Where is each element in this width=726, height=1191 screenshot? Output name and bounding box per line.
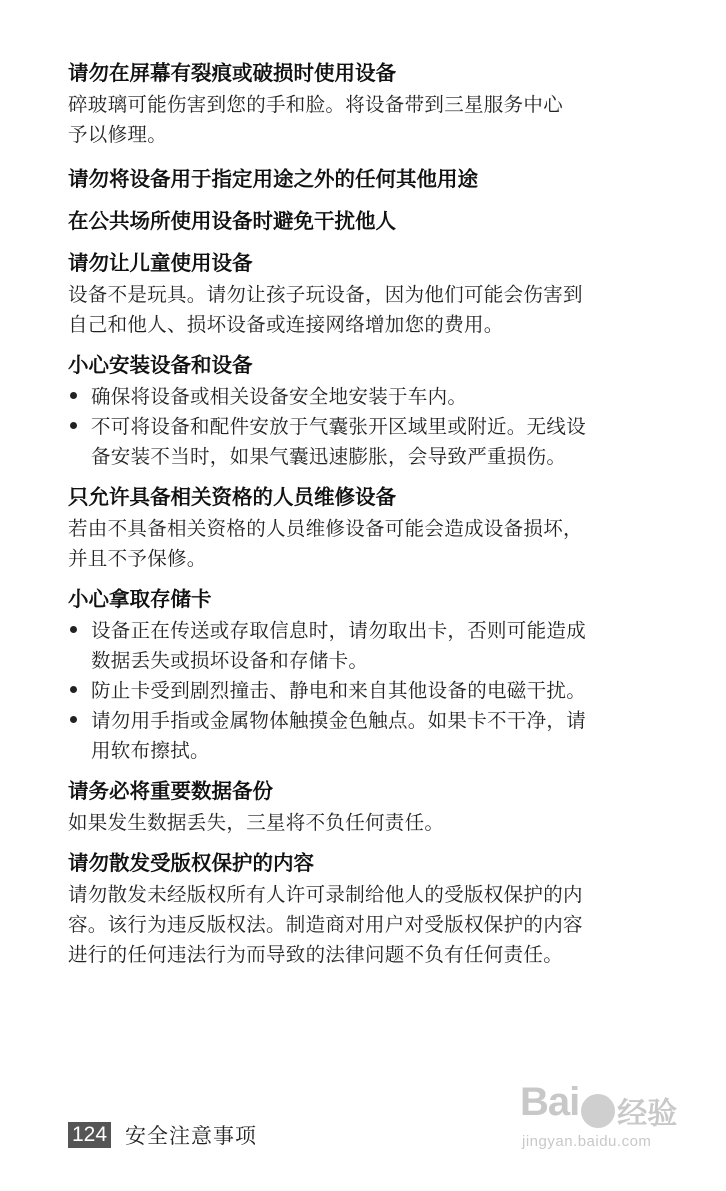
watermark-logo-text: Bai	[520, 1080, 580, 1124]
body-line: 请勿散发未经版权所有人许可录制给他人的受版权保护的内	[68, 883, 583, 906]
watermark-url: jingyan.baidu.com	[522, 1132, 652, 1150]
section-backup	[68, 778, 648, 838]
list-item	[68, 676, 648, 706]
bullet-line: 数据丢失或损坏设备和存储卡。	[91, 649, 369, 672]
section-heading: 在公共场所使用设备时避免干扰他人	[68, 209, 396, 233]
manual-page-content	[68, 60, 648, 982]
bullet-dot-icon	[70, 716, 77, 723]
bullet-line: 备安装不当时，如果气囊迅速膨胀，会导致严重损伤。	[91, 445, 567, 468]
bullet-list	[68, 382, 648, 472]
bullet-dot-icon	[70, 392, 77, 399]
section-children	[68, 250, 648, 340]
section-heading: 请务必将重要数据备份	[68, 779, 273, 803]
bullet-line: 防止卡受到剧烈撞击、静电和来自其他设备的电磁干扰。	[91, 679, 587, 702]
section-qualified-repair	[68, 484, 648, 574]
page-number: 124	[68, 1122, 111, 1148]
footer-section-title: 安全注意事项	[125, 1124, 258, 1148]
list-item	[68, 706, 648, 766]
body-line: 设备不是玩具。请勿让孩子玩设备，因为他们可能会伤害到	[68, 283, 583, 306]
body-line: 自己和他人、损坏设备或连接网络增加您的费用。	[68, 313, 504, 336]
bullet-dot-icon	[70, 422, 77, 429]
body-line: 予以修理。	[68, 123, 168, 146]
section-install	[68, 352, 648, 472]
section-heading: 小心拿取存储卡	[68, 587, 212, 611]
body-line: 并且不予保修。	[68, 547, 207, 570]
section-intended-use	[68, 166, 648, 192]
baidu-jingyan-watermark	[520, 1080, 710, 1160]
page-footer	[68, 1120, 257, 1150]
list-item	[68, 616, 648, 676]
section-public-places	[68, 208, 648, 234]
bullet-dot-icon	[70, 686, 77, 693]
body-line: 进行的任何违法行为而导致的法律问题不负有任何责任。	[68, 943, 564, 966]
section-heading: 请勿在屏幕有裂痕或破损时使用设备	[68, 61, 396, 85]
bullet-list	[68, 616, 648, 766]
paw-icon	[581, 1094, 615, 1128]
section-copyright	[68, 850, 648, 970]
bullet-line: 不可将设备和配件安放于气囊张开区域里或附近。无线设	[91, 415, 587, 438]
section-heading: 只允许具备相关资格的人员维修设备	[68, 485, 396, 509]
section-heading: 请勿让儿童使用设备	[68, 251, 253, 275]
body-line: 碎玻璃可能伤害到您的手和脸。将设备带到三星服务中心	[68, 93, 564, 116]
list-item	[68, 382, 648, 412]
body-line: 若由不具备相关资格的人员维修设备可能会造成设备损坏，	[68, 517, 583, 540]
section-heading: 请勿将设备用于指定用途之外的任何其他用途	[68, 167, 478, 191]
body-line: 容。该行为违反版权法。制造商对用户对受版权保护的内容	[68, 913, 583, 936]
section-memory-card	[68, 586, 648, 766]
section-heading: 请勿散发受版权保护的内容	[68, 851, 314, 875]
bullet-dot-icon	[70, 626, 77, 633]
body-line: 如果发生数据丢失，三星将不负任何责任。	[68, 811, 445, 834]
list-item	[68, 412, 648, 472]
bullet-line: 请勿用手指或金属物体触摸金色触点。如果卡不干净，请	[91, 709, 587, 732]
section-cracked-screen	[68, 60, 648, 150]
section-heading: 小心安装设备和设备	[68, 353, 253, 377]
watermark-logo-text-2: 经验	[617, 1096, 678, 1132]
bullet-line: 确保将设备或相关设备安全地安装于车内。	[91, 385, 468, 408]
bullet-line: 用软布擦拭。	[91, 739, 210, 762]
bullet-line: 设备正在传送或存取信息时，请勿取出卡，否则可能造成	[91, 619, 587, 642]
